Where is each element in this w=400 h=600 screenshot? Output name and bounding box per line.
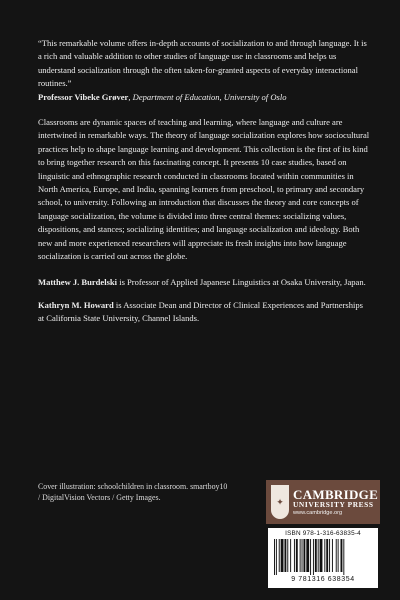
barcode-bar	[315, 539, 317, 572]
publisher-subtitle: UNIVERSITY PRESS	[293, 499, 374, 509]
isbn-label: ISBN 978-1-316-63835-4	[285, 530, 361, 537]
book-description: Classrooms are dynamic spaces of teaching and learning, where language and culture are intertwined in remarkable ways. The theory of language socialization explores how sociocultural practices help to shape language learning and development. This collection is the first of its kind to bring together research on this fascinating concept. It presents 10 case studies, based on linguistic and ethnographic research conducted in classrooms located within communities in North America, Europe, and India, spanning learners from preschool, to primary and secondary school, to university. Following an introduction that discusses the theory and core concepts of language socialization, the volume is divided into three central themes: socializing values, dispositions, and stances; socializing identities; and language socialization and ideology. Both new and more experienced researchers will appreciate its fresh insights into how language socialization is carried out across the globe.	[38, 117, 370, 262]
author-name-2: Kathryn M. Howard	[38, 299, 114, 310]
author-bio-text-1: is Professor of Applied Japanese Linguistics at Osaka University, Japan.	[119, 276, 366, 287]
barcode-bar	[310, 539, 311, 575]
barcode-bar	[284, 539, 286, 572]
barcode-bar	[306, 539, 309, 572]
barcode-bar	[296, 539, 298, 572]
barcode-bars	[274, 539, 372, 575]
barcode-bar	[341, 539, 343, 572]
barcode-bar	[276, 539, 277, 575]
barcode-bar	[324, 539, 325, 572]
barcode-bar	[303, 539, 305, 572]
author-bio-2	[38, 299, 370, 326]
barcode-bar	[287, 539, 288, 572]
barcode-bar	[338, 539, 339, 572]
barcode-bar	[313, 539, 314, 575]
barcode-bar	[274, 539, 275, 575]
barcode-bar	[326, 539, 328, 572]
barcode-bar	[332, 539, 333, 572]
endorsement-quote: “This remarkable volume offers in-depth accounts of socialization to and through language. It is a rich and valuable addition to other studies of language use in classrooms and helps us understand socialization through the often taken-for-granted aspects of everyday interactional routines.”	[38, 38, 367, 89]
barcode-bar	[290, 539, 291, 572]
barcode-bar	[281, 539, 284, 572]
barcode-bar	[336, 539, 337, 572]
cover-text	[38, 37, 370, 336]
publisher-logo	[266, 480, 380, 524]
barcode	[268, 528, 378, 588]
author-bio-1	[38, 276, 370, 289]
barcode-bar	[294, 539, 295, 572]
barcode-bar	[300, 539, 301, 572]
barcode-bar	[279, 539, 280, 572]
endorsement-affiliation: Department of Education, University of Oslo	[132, 91, 287, 102]
barcode-number: 9 781316 638354	[291, 576, 355, 583]
endorsement: “This remarkable volume offers in-depth accounts of socialization to and through language. It is a rich and valuable addition to other studies of language use in classrooms and helps us understand socialization through the often taken-for-granted aspects of everyday interactional routines.” Professor Vibeke Grøver, Department of Education, University of Oslo	[38, 38, 367, 102]
cambridge-shield-icon: ✦	[271, 485, 289, 519]
publisher-name: CAMBRIDGE	[293, 486, 379, 502]
barcode-bar	[329, 539, 330, 572]
barcode-bar	[343, 539, 344, 575]
publisher-url: www.cambridge.org	[293, 509, 343, 516]
barcode-bar	[320, 539, 323, 572]
barcode-bar	[302, 539, 303, 572]
cover-illustration-credit: Cover illustration: schoolchildren in classroom. smartboy10 / DigitalVision Vectors / Getty Images.	[38, 482, 228, 503]
author-name-1: Matthew J. Burdelski	[38, 276, 118, 287]
author-bio-text-2: is Associate Dean and Director of Clinical Experiences and Partnerships at California State University, Channel Islands.	[38, 299, 363, 324]
endorsement-name: Professor Vibeke Grøver	[38, 91, 129, 102]
barcode-bar	[318, 539, 319, 572]
